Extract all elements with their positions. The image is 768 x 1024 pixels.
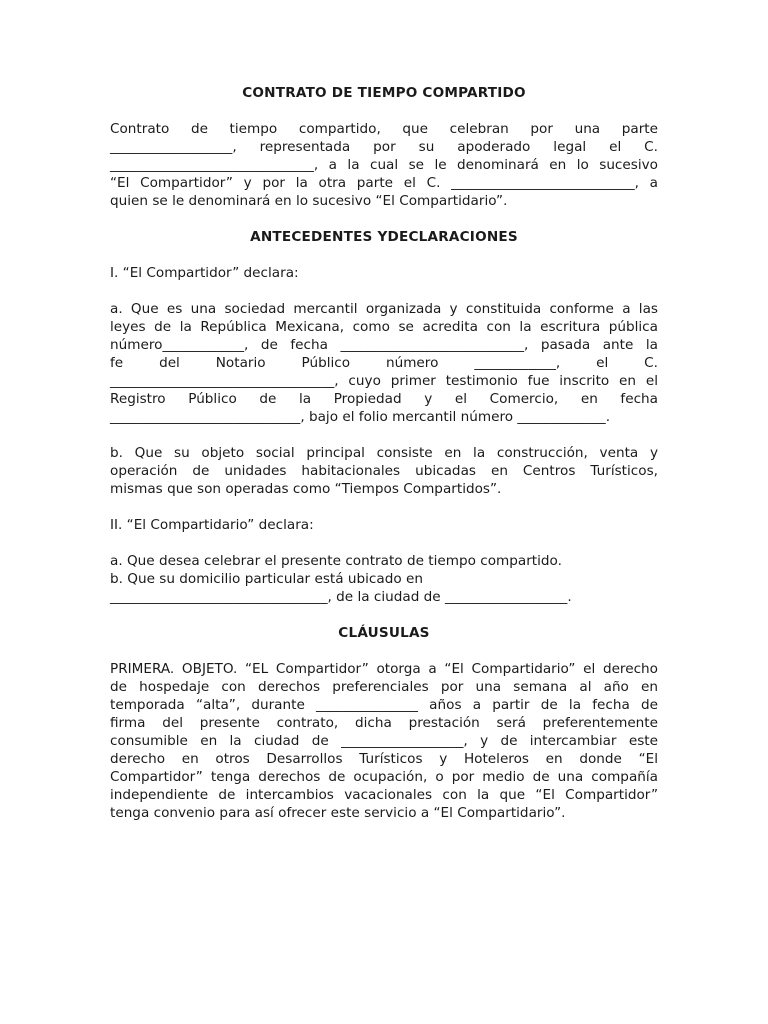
- section-heading-antecedentes: ANTECEDENTES YDECLARACIONES: [250, 229, 518, 245]
- clause-primera-line: derecho en otros Desarrollos Turísticos y Hoteleros en donde “El: [110, 751, 658, 767]
- declaration-1a-line: fe del Notario Público número ____________, el C.: [110, 355, 658, 371]
- declaration-2-heading: [110, 516, 658, 534]
- declaration-1a-line: _________________________________, cuyo primer testimonio fue inscrito en el: [110, 373, 658, 389]
- intro-paragraph: [110, 120, 658, 210]
- clause-primera-line: firma del presente contrato, dicha prestación será preferentemente: [110, 715, 658, 731]
- declaration-1a-paragraph: [110, 300, 658, 426]
- intro-line: Contrato de tiempo compartido, que celebran por una parte: [110, 121, 658, 137]
- clause-primera-line: PRIMERA. OBJETO. “EL Compartidor” otorga a “El Compartidario” el derecho: [110, 661, 658, 677]
- declaration-1b-line: mismas que son operadas como “Tiempos Compartidos”.: [110, 481, 502, 497]
- declaration-1-heading-text: I. “El Compartidor” declara:: [110, 265, 299, 281]
- intro-line: ______________________________, a la cual se le denominará en lo sucesivo: [110, 157, 658, 173]
- intro-line: “El Compartidor” y por la otra parte el C. ___________________________, a: [110, 175, 658, 191]
- declaration-1a-line: a. Que es una sociedad mercantil organizada y constituida conforme a las: [110, 301, 658, 317]
- intro-line: __________________, representada por su apoderado legal el C.: [110, 139, 658, 155]
- declaration-2b-line: ________________________________, de la ciudad de __________________.: [110, 589, 572, 605]
- declaration-1b-line: b. Que su objeto social principal consiste en la construcción, venta y: [110, 445, 658, 461]
- clause-primera-line: de hospedaje con derechos preferenciales por una semana al año en: [110, 679, 658, 695]
- declaration-1b-paragraph: [110, 444, 658, 498]
- intro-line: quien se le denominará en lo sucesivo “El Compartidario”.: [110, 193, 508, 209]
- declaration-2b-line: b. Que su domicilio particular está ubicado en: [110, 571, 423, 587]
- declaration-2a-line: a. Que desea celebrar el presente contrato de tiempo compartido.: [110, 553, 562, 569]
- declaration-2-paragraph: [110, 552, 658, 606]
- declaration-1-heading: [110, 264, 658, 282]
- clause-primera-paragraph: [110, 660, 658, 822]
- clause-primera-line: temporada “alta”, durante _______________ años a partir de la fecha de: [110, 697, 658, 713]
- clause-primera-line: tenga convenio para así ofrecer este servicio a “El Compartidario”.: [110, 805, 566, 821]
- clause-primera-line: consumible en la ciudad de __________________, y de intercambiar este: [110, 733, 658, 749]
- declaration-1a-line: leyes de la República Mexicana, como se acredita con la escritura pública: [110, 319, 658, 335]
- section-heading-clausulas: CLÁUSULAS: [338, 625, 430, 641]
- document-title: CONTRATO DE TIEMPO COMPARTIDO: [242, 85, 526, 101]
- declaration-2-heading-text: II. “El Compartidario” declara:: [110, 517, 314, 533]
- declaration-1a-line: número____________, de fecha ___________________________, pasada ante la: [110, 337, 658, 353]
- declaration-1b-line: operación de unidades habitacionales ubicadas en Centros Turísticos,: [110, 463, 658, 479]
- declaration-1a-line: ____________________________, bajo el folio mercantil número _____________.: [110, 409, 611, 425]
- clause-primera-line: independiente de intercambios vacacionales con la que “El Compartidor”: [110, 787, 658, 803]
- declaration-1a-line: Registro Público de la Propiedad y el Comercio, en fecha: [110, 391, 658, 407]
- clause-primera-line: Compartidor” tenga derechos de ocupación, o por medio de una compañía: [110, 769, 658, 785]
- document-page: [110, 84, 658, 840]
